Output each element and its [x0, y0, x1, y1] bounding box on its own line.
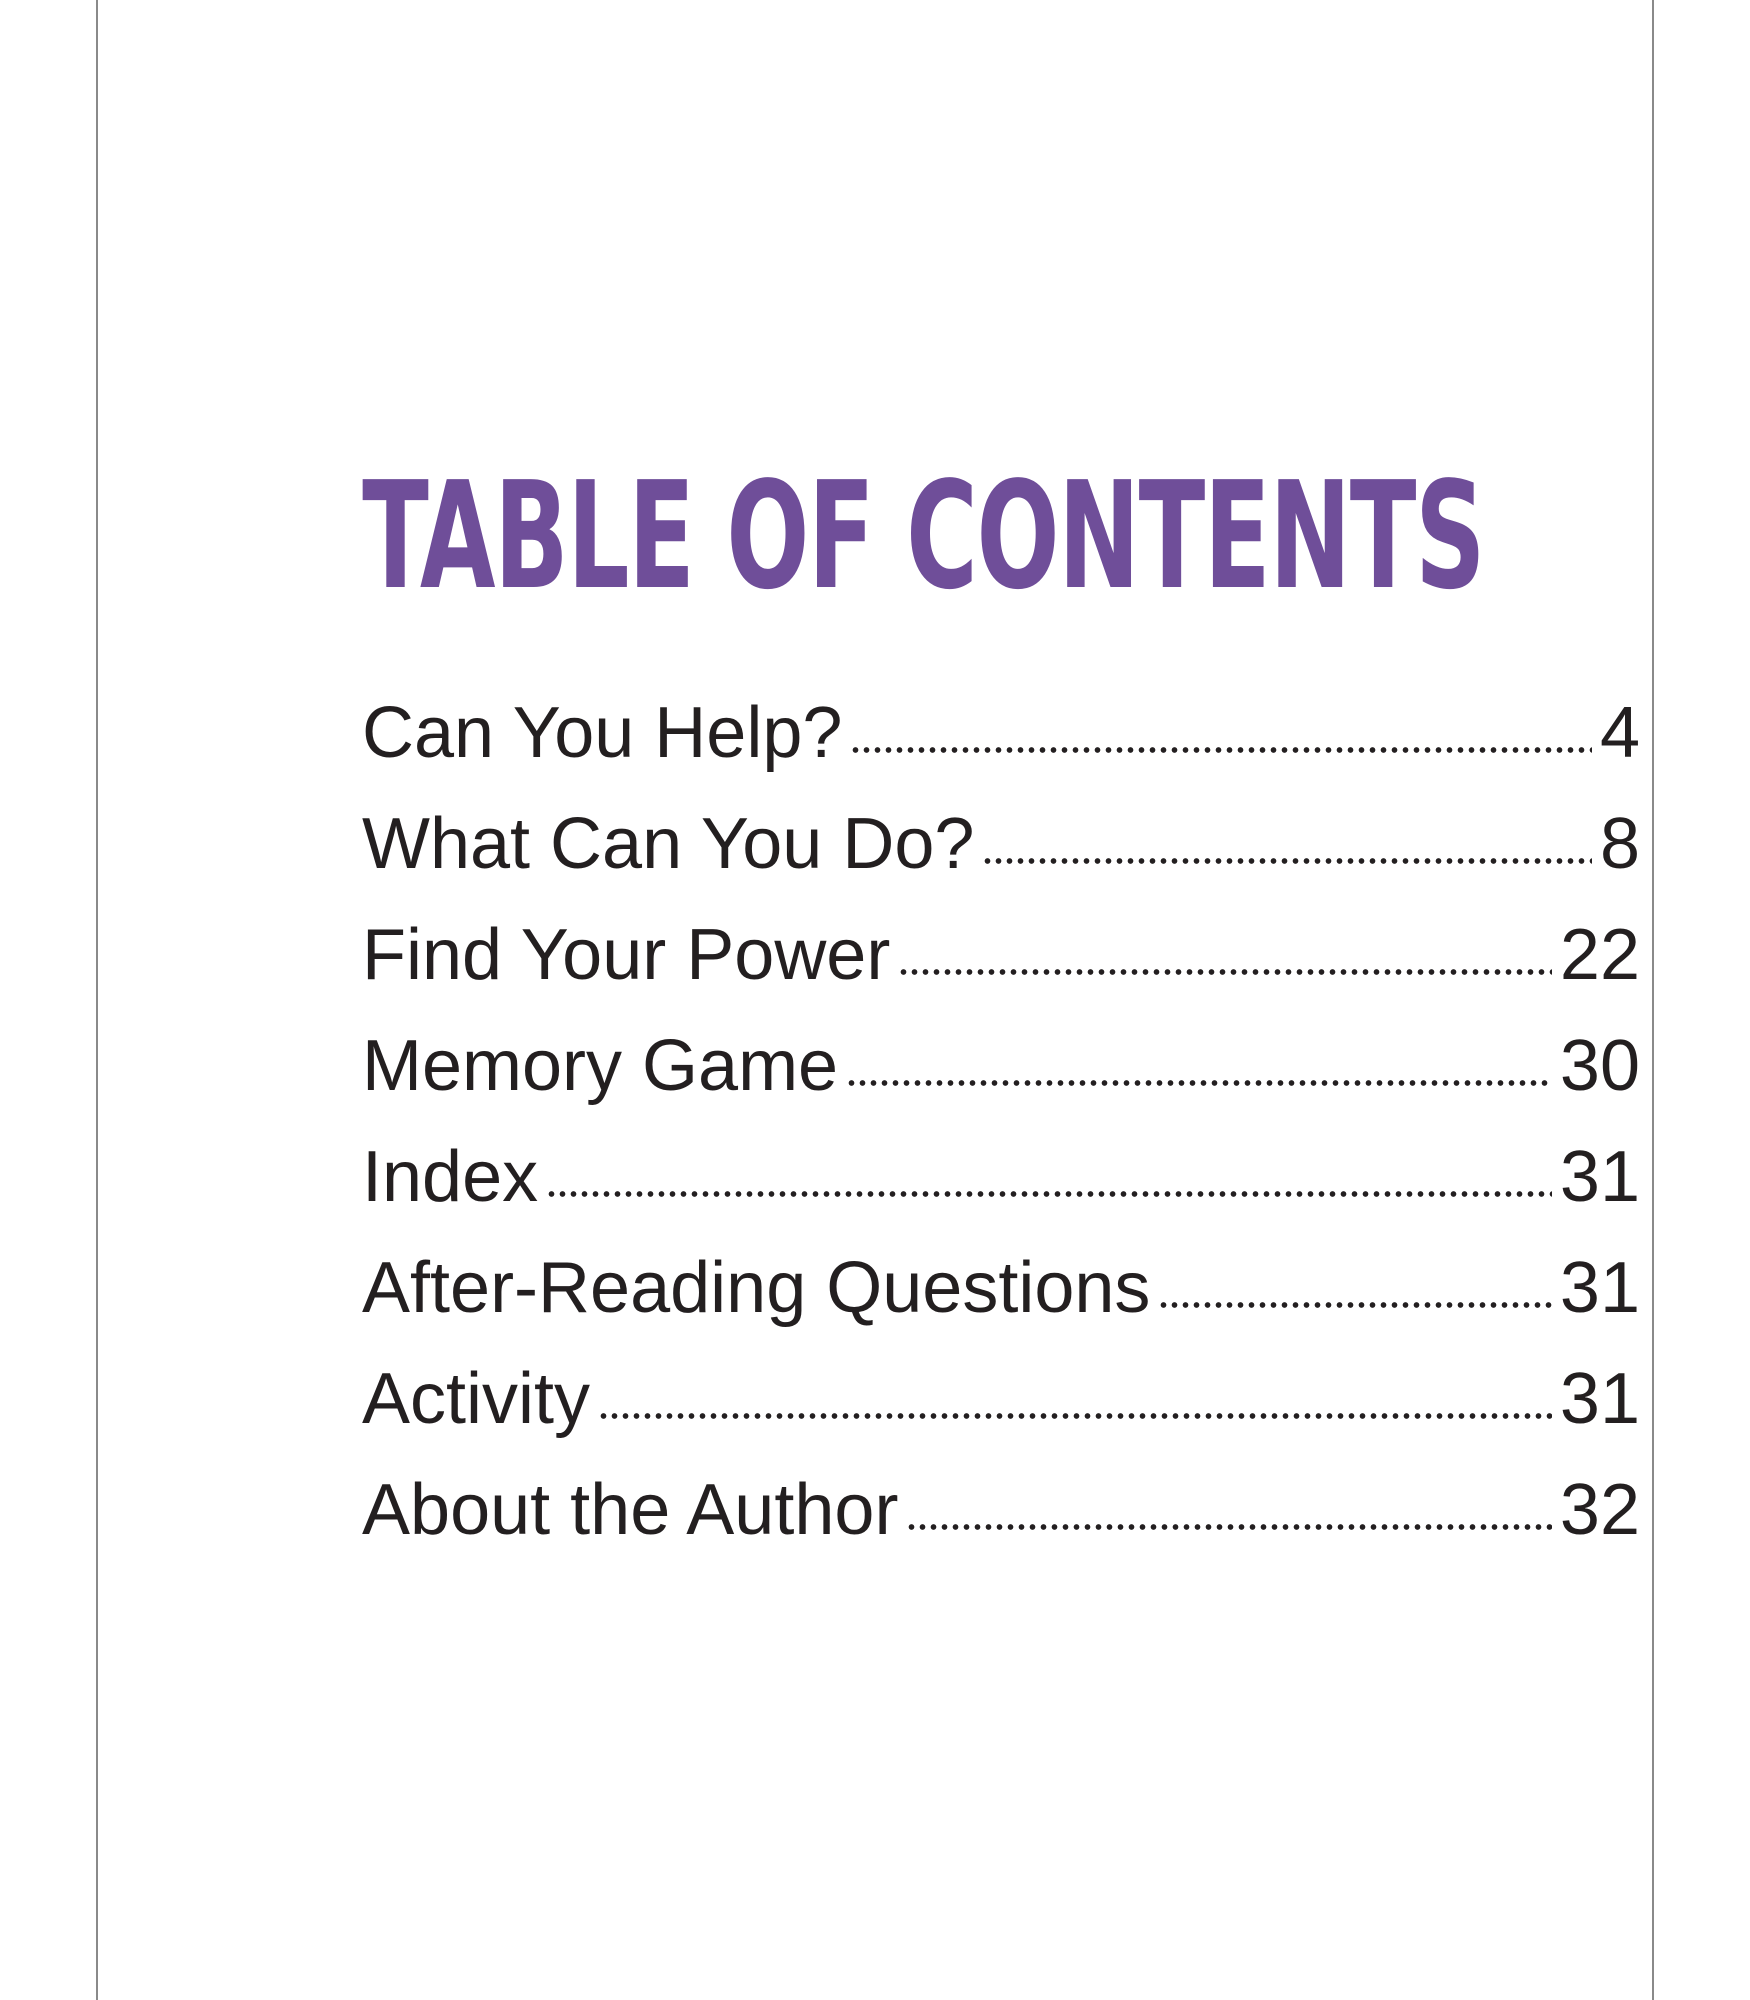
toc-entry-page: 4 [1599, 693, 1640, 773]
toc-entry-page: 22 [1559, 915, 1640, 995]
toc-title: TABLE OF CONTENTS [362, 450, 1485, 622]
book-page [96, 0, 1654, 2000]
toc-entry-label: Find Your Power [362, 915, 891, 995]
toc-entry-label: What Can You Do? [362, 804, 975, 884]
dot-leader [982, 856, 1592, 866]
toc-entry[interactable] [362, 678, 1640, 789]
dot-leader [598, 1411, 1552, 1421]
toc-entry-label: Index [362, 1137, 539, 1217]
toc-entry-label: About the Author [362, 1470, 899, 1550]
toc-list [362, 678, 1640, 1566]
dot-leader [850, 745, 1592, 755]
toc-entry[interactable] [362, 900, 1640, 1011]
toc-entry-label: Can You Help? [362, 693, 843, 773]
dot-leader [546, 1189, 1552, 1199]
toc-entry[interactable] [362, 789, 1640, 900]
toc-entry-page: 31 [1559, 1359, 1640, 1439]
toc-entry-label: After-Reading Questions [362, 1248, 1151, 1328]
dot-leader [898, 967, 1552, 977]
dot-leader [906, 1522, 1551, 1532]
toc-entry[interactable] [362, 1122, 1640, 1233]
toc-entry[interactable] [362, 1344, 1640, 1455]
toc-entry-page: 32 [1559, 1470, 1640, 1550]
toc-entry-page: 31 [1559, 1248, 1640, 1328]
toc-entry-label: Activity [362, 1359, 591, 1439]
toc-entry[interactable] [362, 1233, 1640, 1344]
toc-entry[interactable] [362, 1011, 1640, 1122]
toc-entry-page: 8 [1599, 804, 1640, 884]
toc-entry-page: 31 [1559, 1137, 1640, 1217]
dot-leader [1158, 1300, 1551, 1310]
toc-entry[interactable] [362, 1455, 1640, 1566]
toc-entry-label: Memory Game [362, 1026, 839, 1106]
dot-leader [846, 1078, 1552, 1088]
toc-entry-page: 30 [1559, 1026, 1640, 1106]
